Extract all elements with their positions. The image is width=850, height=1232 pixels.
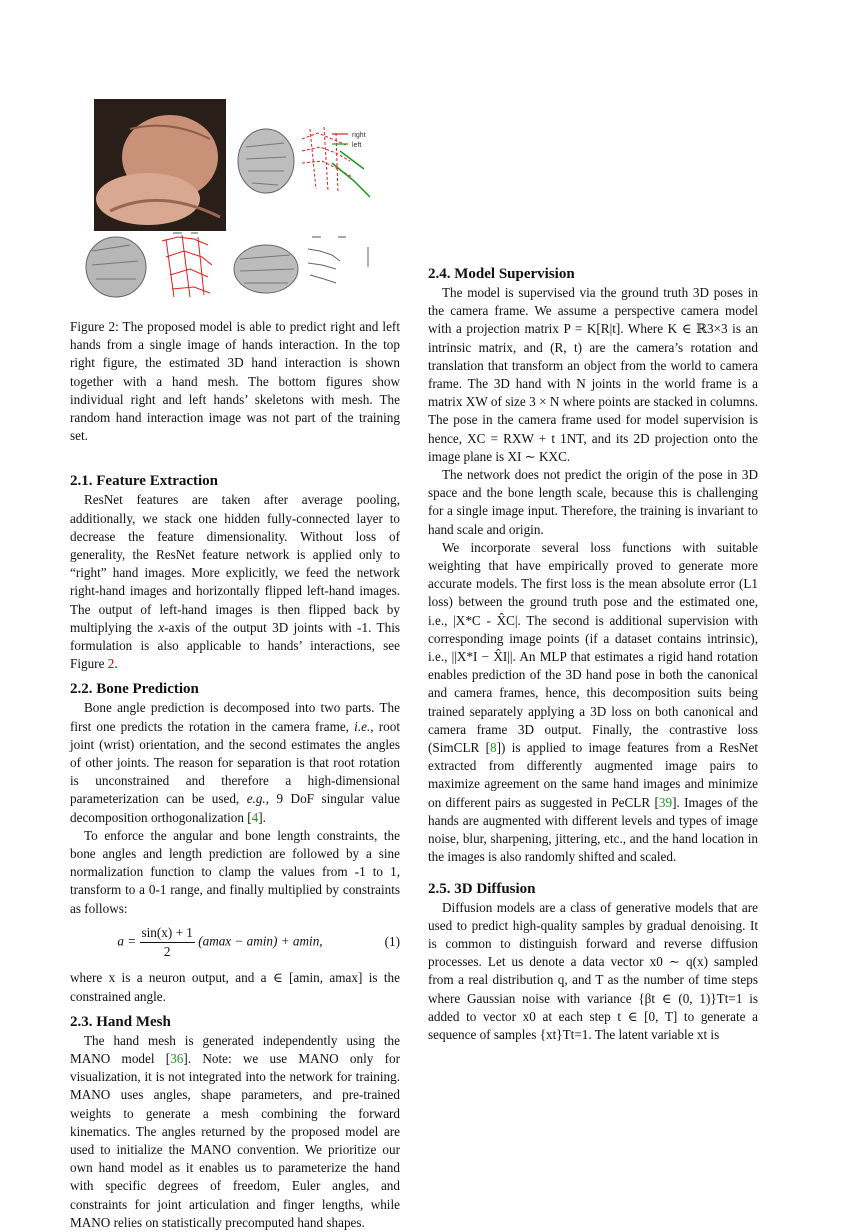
section-2-5-paragraph-1: Diffusion models are a class of generative models that are used to predict high-quality samples by gradual denoising. It is common to distinguish forward and reverse diffusion processes. Let us denote a data vector x0 ∼ q(x) sampled from a real distribution q, and T as the number of time steps where Gaussian noise with variance {βt ∈ (0, 1)}Tt=1 is added to vector x0 at each step t ∈ [0, T] to generate a sequence of samples {xt}Tt=1. The latent variable xt is <box>428 899 758 1042</box>
section-2-1-title: 2.1. Feature Extraction <box>70 473 219 490</box>
section-2-2-paragraph-1: Bone angle prediction is decomposed into two parts. The first one predicts the rotation in the camera frame, i.e., root joint (wrist) orientation, and the second estimates the angles of other joints. The reason for separation is that root rotation is unconstrained and therefore a high-dimensional parameterization can be used, e.g., 9 DoF singular value decomposition orthogonalization [4]. <box>70 700 400 825</box>
bottom-right-mesh <box>234 245 298 293</box>
left-column <box>70 99 400 1232</box>
bottom-right-skeleton <box>308 247 368 283</box>
bottom-left-mesh <box>86 237 146 297</box>
section-2-4-paragraph-3: We incorporate several loss functions with suitable weighting that have empirically proved to generate more accurate models. The first loss is the mean absolute error (L1 loss) between the ground truth pose and the estimated one, i.e., |X*C - X̂C|. The second is additional supervision with corresponding image points (if a dataset contains intrinsic), i.e., ||X*I − X̂I||. An MLP that estimates a rigid hand rotation enables prediction of the 3D hand pose in both the canonical and camera frames, hence, this decomposition suits being trained separately applying a 3D loss on both canonical and camera frame 3D output. Finally, the contrastive loss (SimCLR [8]) is applied to image features from a ResNet extracted from differently augmented image pairs to maximize agreement on the same hand images and minimize on different pairs as suggested in PeCLR [39]. Images of the hands are augmented with different levels and types of image noise, blur, sharpening, jittering, etc., and the hand location in the images is also randomly shifted and scaled. <box>428 539 758 865</box>
equation-1-fraction <box>140 924 195 961</box>
legend-left-label: left <box>352 142 362 149</box>
citation-8-link[interactable]: 8 <box>490 740 497 756</box>
section-2-4-paragraph-2: The network does not predict the origin of the pose in 3D space and the bone length scale, because this is challenging for a single image input. Therefore, the training is invariant to hand scale and origin. <box>428 467 758 537</box>
equation-1-numerator: sin(x) + 1 <box>140 924 195 943</box>
figure-2-graphic <box>70 99 400 304</box>
equation-1-denominator: 2 <box>163 944 171 960</box>
section-2-4-title: 2.4. Model Supervision <box>428 266 575 282</box>
right-column <box>428 264 758 1044</box>
figure-2-caption: Figure 2: The proposed model is able to predict right and left hands from a single image of hands interaction. In the top right figure, the estimated 3D hand interaction is shown together with a hand mesh. The bottom figures show individual right and left hands’ skeletons with mesh. The random hand interaction image was not part of the training set. <box>70 319 400 444</box>
equation-1-rhs: (amax − amin) + amin, <box>198 933 323 949</box>
hands-photo-hand-bottom <box>96 173 200 225</box>
section-2-2-title: 2.2. Bone Prediction <box>70 681 199 698</box>
citation-4-link[interactable]: 4 <box>251 809 259 825</box>
equation-1-number: (1) <box>384 934 400 950</box>
legend-right-label: right <box>352 132 366 139</box>
section-2-3-title: 2.3. Hand Mesh <box>70 1013 171 1030</box>
equation-1-lhs: a = <box>117 933 137 949</box>
section-2-1-paragraph-1: ResNet features are taken after average pooling, additionally, we stack one hidden fully-connected layer to decrease the feature dimensionality. Without loss of generality, the ResNet feature network is applied only to “right” hand images. More explicitly, we feed the network right-hand images and horizontally flipped left-hand images. The output of left-hand images is then flipped back by multiplying the x-axis of the output 3D joints with -1. This formulation is also applicable to hands’ interactions, see Figure 2. <box>70 492 400 672</box>
section-2-5-title: 2.5. 3D Diffusion <box>428 880 536 897</box>
citation-36-link[interactable]: 36 <box>170 1050 184 1066</box>
bottom-left-skeleton <box>162 235 212 297</box>
section-2-3-paragraph-1: The hand mesh is generated independently using the MANO model [36]. Note: we use MANO only for visualization, it is not integrated into the network for training. MANO uses angles, shape parameters, and pre-trained weights to generate a mesh combining the forward kinematics. The angles returned by the proposed model are used to initialize the MANO convention. We prioritize our own hand model as it enables us to parameterize the hand with specific degrees of freedom, Euler angles, and constraints for joint articulation and finger lengths, while MANO relies on statistically precomputed hand shapes. <box>70 1032 401 1230</box>
figure-2 <box>70 99 400 304</box>
section-2-2-paragraph-2: To enforce the angular and bone length constraints, the bone angles and length prediction are followed by a sine normalization function to clamp the values from -1 to 1, transform to a 0-1 range, and finally multiplied by constraints as follows: <box>70 827 400 916</box>
top-right-mesh <box>238 129 294 193</box>
citation-39-link[interactable]: 39 <box>658 794 673 810</box>
section-2-2-paragraph-3: where x is a neuron output, and a ∈ [amin, amax] is the constrained angle. <box>70 970 400 1004</box>
figure-2-link[interactable]: 2 <box>107 656 115 672</box>
equation-1 <box>70 924 400 961</box>
section-2-4-paragraph-1: The model is supervised via the ground truth 3D poses in the camera frame. We assume a perspective camera model with a projection matrix P = K[R|t]. Where K ∈ ℝ3×3 is an intrinsic matrix, and (R, t) are the camera’s rotation and translation that transform an object from the world to camera frame. The 3D hand with N joints in the world frame is a matrix XW of size 3 × N where points are stacked in columns. The pose in the camera frame used for model supervision is hence, XC = RXW + t 1NT, and its 2D projection onto the image plane is XI ∼ KXC. <box>428 285 758 464</box>
